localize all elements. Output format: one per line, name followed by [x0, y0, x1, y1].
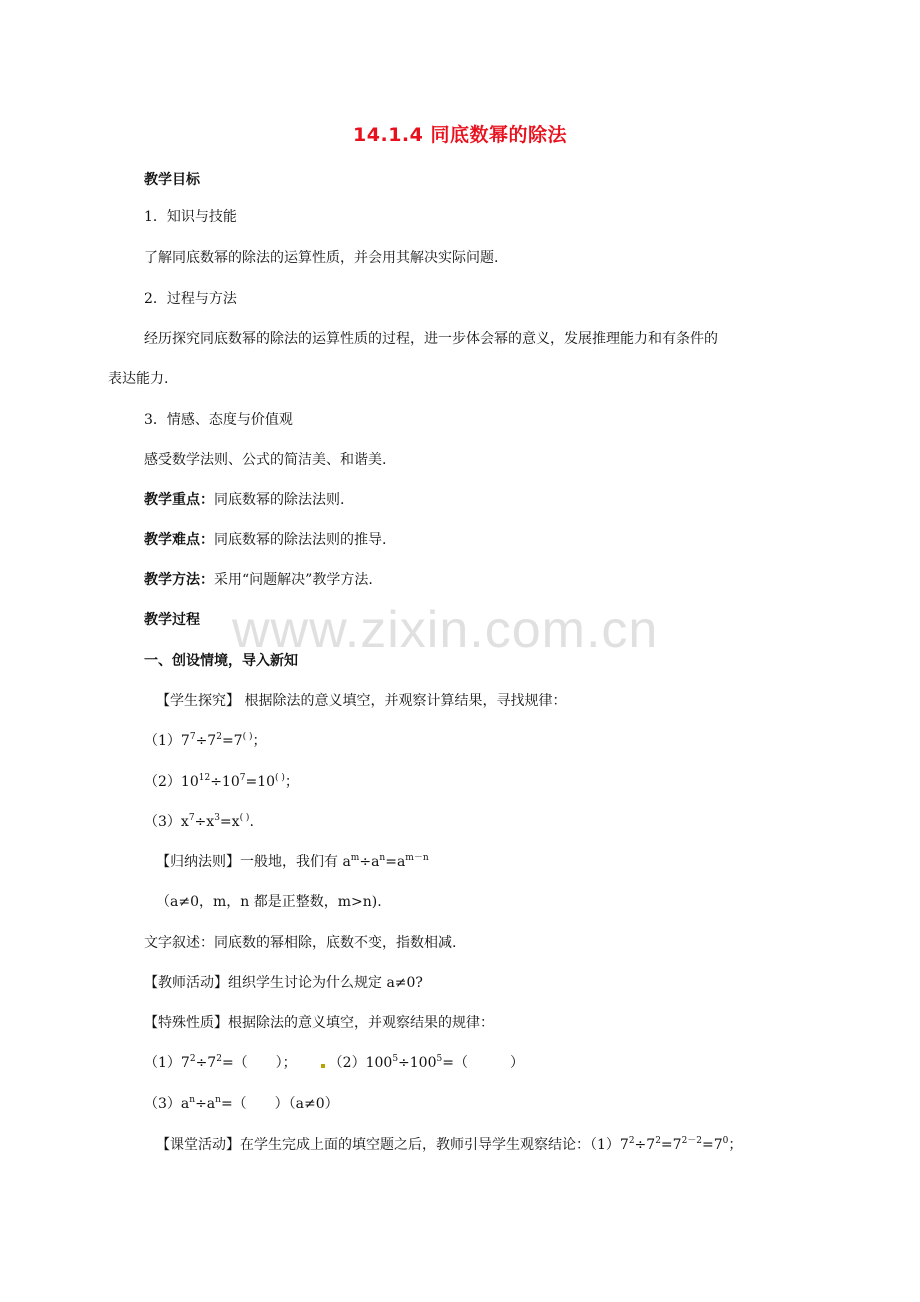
question-2: $(2)10^{12}\div 10^7=10^{( )}$；	[144, 773, 299, 790]
method-text: 采用“问题解决”教学方法.	[214, 572, 373, 588]
question-1: $(1)7^7\div 7^2=7^{( )}$；	[144, 732, 267, 749]
teacher-activity: 【教师活动】组织学生讨论为什么规定 a≠0?	[144, 975, 423, 991]
process-heading: 教学过程	[144, 612, 200, 628]
goals-heading: 教学目标	[144, 172, 200, 188]
goal-1: 1．知识与技能	[144, 209, 237, 225]
goal-1-text: 了解同底数幂的除法的运算性质，并会用其解决实际问题.	[144, 250, 499, 266]
difficulty-label: 教学难点：	[144, 532, 214, 548]
question-3: $(3)x^7\div x^3=x^{( )}$.	[144, 813, 254, 830]
goal-3-text: 感受数学法则、公式的简洁美、和谐美.	[144, 452, 387, 468]
rule-formula: 【归纳法则】一般地，我们有 $a^m\div a^n=a^{m-n}$	[156, 853, 429, 870]
key-text: 同底数幂的除法法则.	[214, 492, 345, 508]
method-point	[144, 570, 373, 590]
method-label: 教学方法：	[144, 572, 214, 588]
key-label: 教学重点：	[144, 492, 214, 508]
student-explore: 【学生探究】 根据除法的意义填空，并观察计算结果，寻找规律：	[156, 693, 567, 709]
marker-dot	[321, 1064, 325, 1068]
special-q3: $(3)a^n\div a^n=$（ ）（a≠0）	[144, 1095, 339, 1112]
class-activity: 【课堂活动】在学生完成上面的填空题之后，教师引导学生观察结论：$(1)7^2\div 7^2=7^{2-2}=7^0$；	[156, 1136, 743, 1153]
special-property: 【特殊性质】根据除法的意义填空，并观察结果的规律：	[144, 1015, 494, 1031]
rule-condition: （a≠0，m，n 都是正整数，m>n).	[156, 894, 382, 910]
page-title: 14.1.4 同底数幂的除法	[353, 124, 567, 146]
goal-3: 3．情感、态度与价值观	[144, 412, 293, 428]
difficulty-text: 同底数幂的除法法则的推导.	[214, 532, 387, 548]
key-point	[144, 490, 344, 510]
goal-2-text-b: 表达能力.	[108, 371, 169, 387]
watermark: www.zixin.com.cn	[232, 601, 659, 659]
text-description: 文字叙述：同底数的幂相除，底数不变，指数相减.	[144, 935, 457, 951]
section-1-heading: 一、创设情境，导入新知	[144, 653, 298, 669]
goal-2: 2．过程与方法	[144, 291, 237, 307]
difficulty-point	[144, 530, 386, 550]
goal-2-text-a: 经历探究同底数幂的除法的运算性质的过程，进一步体会幂的意义，发展推理能力和有条件的	[144, 331, 718, 347]
special-q1-q2: $(1)7^2\div 7^2=$（ ）； $(2)100^5\div 100^5=$（ ）	[144, 1054, 524, 1071]
